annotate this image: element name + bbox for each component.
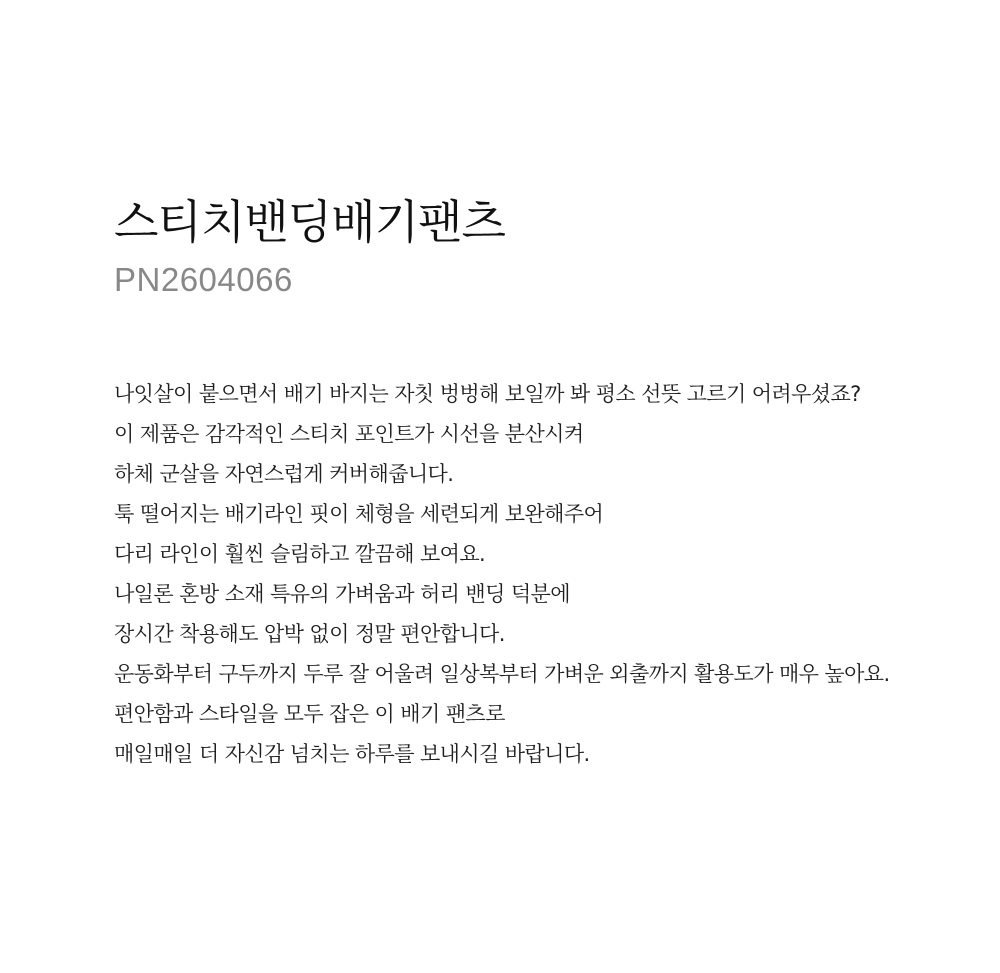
description-line: 하체 군살을 자연스럽게 커버해줍니다. <box>114 462 454 486</box>
description-line: 나잇살이 붙으면서 배기 바지는 자칫 벙벙해 보일까 봐 평소 선뜻 고르기 어려우셨죠? <box>114 382 861 406</box>
product-code: PN2604066 <box>114 261 293 298</box>
description-line: 매일매일 더 자신감 넘치는 하루를 보내시길 바랍니다. <box>114 742 590 766</box>
description-line: 나일론 혼방 소재 특유의 가벼움과 허리 밴딩 덕분에 <box>114 582 570 606</box>
description-line: 다리 라인이 훨씬 슬림하고 깔끔해 보여요. <box>114 542 486 566</box>
product-title: 스티치밴딩배기팬츠 <box>114 195 505 249</box>
description-line: 장시간 착용해도 압박 없이 정말 편안합니다. <box>114 622 505 646</box>
description-line: 툭 떨어지는 배기라인 핏이 체형을 세련되게 보완해주어 <box>114 502 604 526</box>
product-description <box>114 374 990 774</box>
description-line: 운동화부터 구두까지 두루 잘 어울려 일상복부터 가벼운 외출까지 활용도가 매우 높아요. <box>114 662 890 686</box>
product-header <box>114 190 980 302</box>
description-line: 이 제품은 감각적인 스티치 포인트가 시선을 분산시켜 <box>114 422 584 446</box>
description-line: 편안함과 스타일을 모두 잡은 이 배기 팬츠로 <box>114 702 505 726</box>
